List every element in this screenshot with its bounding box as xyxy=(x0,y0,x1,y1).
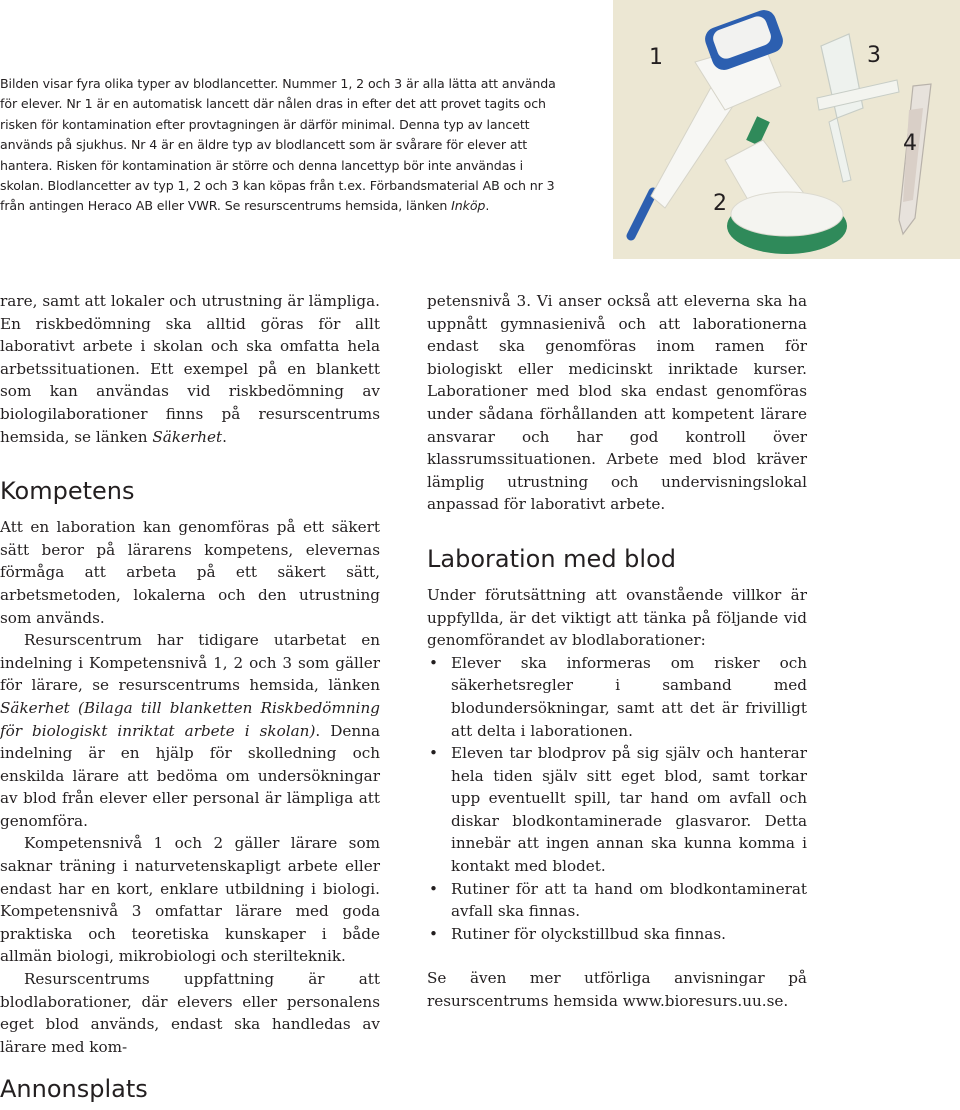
lancet-illustration xyxy=(613,0,960,259)
right-column xyxy=(427,290,807,1013)
list-item: • Eleven tar blodprov på sig själv och hanterar hela tiden själv sitt eget blod, samt torkar upp eventuellt spill, tar hand om avfall och diskar blodkontaminerade glasvaror. Detta innebär att ingen annan ska kunna komma i kontakt med blodet. xyxy=(429,744,807,876)
caption-text: Bilden visar fyra olika typer av blodlancetter. Nummer 1, 2 och 3 är alla lätta att använda för elever. Nr 1 är en automatisk lancett där nålen dras in efter det att provet tagits och risken för kontamination efter provtagningen är därför minimal. Denna typ av lancett används på sjukhus. Nr 4 är en äldre typ av blodlancett som är svårare för elever att hantera. Risken för kontamination är större och denna lancettyp bör inte användas i skolan. Blodlancetter av typ 1, 2 och 3 kan köpas från t.ex. Förbandsmaterial AB och nr 3 från antingen Heraco AB eller VWR. Se resurscentrums hemsida, länken xyxy=(0,76,556,214)
caption-end: . xyxy=(485,198,490,214)
lancet-photo xyxy=(613,0,960,259)
lancet-label-4: 4 xyxy=(903,131,917,156)
right-paragraph-3: Se även mer utförliga anvisningar på resurscentrums hemsida www.bioresurs.uu.se. xyxy=(427,969,807,1011)
list-item: • Rutiner för att ta hand om blodkontaminerat avfall ska finnas. xyxy=(429,879,807,921)
left-paragraph-5: Resurscentrums uppfattning är att blodlaborationer, där elevers eller personalens eget blod används, endast ska handledas av lärare med kom- xyxy=(0,970,380,1056)
conditions-list xyxy=(427,652,807,946)
left-paragraph-2: Att en laboration kan genomföras på ett säkert sätt beror på lärarens kompetens, elevernas förmåga att arbeta på ett säkert sätt, arbetsmetoden, lokalerna och den utrustning som används. xyxy=(0,518,380,627)
lancet-label-1: 1 xyxy=(649,45,663,70)
lancet-label-3: 3 xyxy=(867,43,881,68)
left-paragraph-4: Kompetensnivå 1 och 2 gäller lärare som saknar träning i naturvetenskapligt arbete eller endast har en kort, enklare utbildning i biologi. Kompetensnivå 3 omfattar lärare med goda praktiska och teoretiska kunskaper i både allmän biologi, mikrobiologi och sterilteknik. xyxy=(0,834,380,966)
bullet-icon: • xyxy=(429,744,438,763)
list-item: • Rutiner för olyckstillbud ska finnas. xyxy=(427,923,807,946)
right-paragraph-2: Under förutsättning att ovanstående villkor är uppfyllda, är det viktigt att tänka på följande vid genomförandet av blodlaborationer: xyxy=(427,585,807,650)
caption-link-inkop[interactable]: Inköp xyxy=(451,198,486,214)
left-column xyxy=(0,290,380,1058)
heading-laboration-med-blod: Laboration med blod xyxy=(427,544,676,573)
right-paragraph-1: petensnivå 3. Vi anser också att eleverna ska ha uppnått gymnasienivå och att laborationerna endast ska genomföras inom ramen för biologiskt eller medicinskt inriktade kurser. Laborationer med blod ska endast genomföras under sådana förhållanden att kompetent lärare ansvarar och har god kontroll över klassrumssituationen. Arbete med blod kräver lämplig utrustning och undervisningslokal anpassad för laborativt arbete. xyxy=(427,292,807,514)
ad-placeholder-heading: Annonsplats xyxy=(0,1075,148,1103)
list-item: • Elever ska informeras om risker och säkerhetsregler i samband med blodundersökningar, samt att det är frivilligt att delta i laborationen. xyxy=(429,653,807,740)
bullet-icon: • xyxy=(429,924,438,943)
bullet-icon: • xyxy=(429,879,438,898)
left-paragraph-3: Resurscentrum har tidigare utarbetat en indelning i Kompetensnivå 1, 2 och 3 som gäller för lärare, se resurscentrums hemsida, länken Säkerhet (Bilaga till blanketten Riskbedömning för biologiskt inriktat arbete i skolan). Denna indelning är en hjälp för skolledning och enskilda lärare att bedöma om undersökningar av blod från elever eller personal är lämpliga att genomföra. xyxy=(0,631,380,830)
lancet-label-2: 2 xyxy=(713,191,727,216)
image-caption xyxy=(0,74,560,217)
left-paragraph-1: rare, samt att lokaler och utrustning är lämpliga. En riskbedömning ska alltid göras för allt laborativt arbete i skolan och ska omfatta hela arbetssituationen. Ett exempel på en blankett som kan användas vid riskbedömning av biologilaborationer finns på resurscentrums hemsida, se länken Säkerhet. xyxy=(0,292,380,446)
heading-kompetens: Kompetens xyxy=(0,477,135,506)
bullet-icon: • xyxy=(429,653,438,672)
link-sakerhet-bilaga[interactable]: Säkerhet (Bilaga till blanketten Riskbedömning för biologiskt inriktat arbete i skolan) xyxy=(0,698,380,740)
link-sakerhet[interactable]: Säkerhet xyxy=(152,427,223,446)
